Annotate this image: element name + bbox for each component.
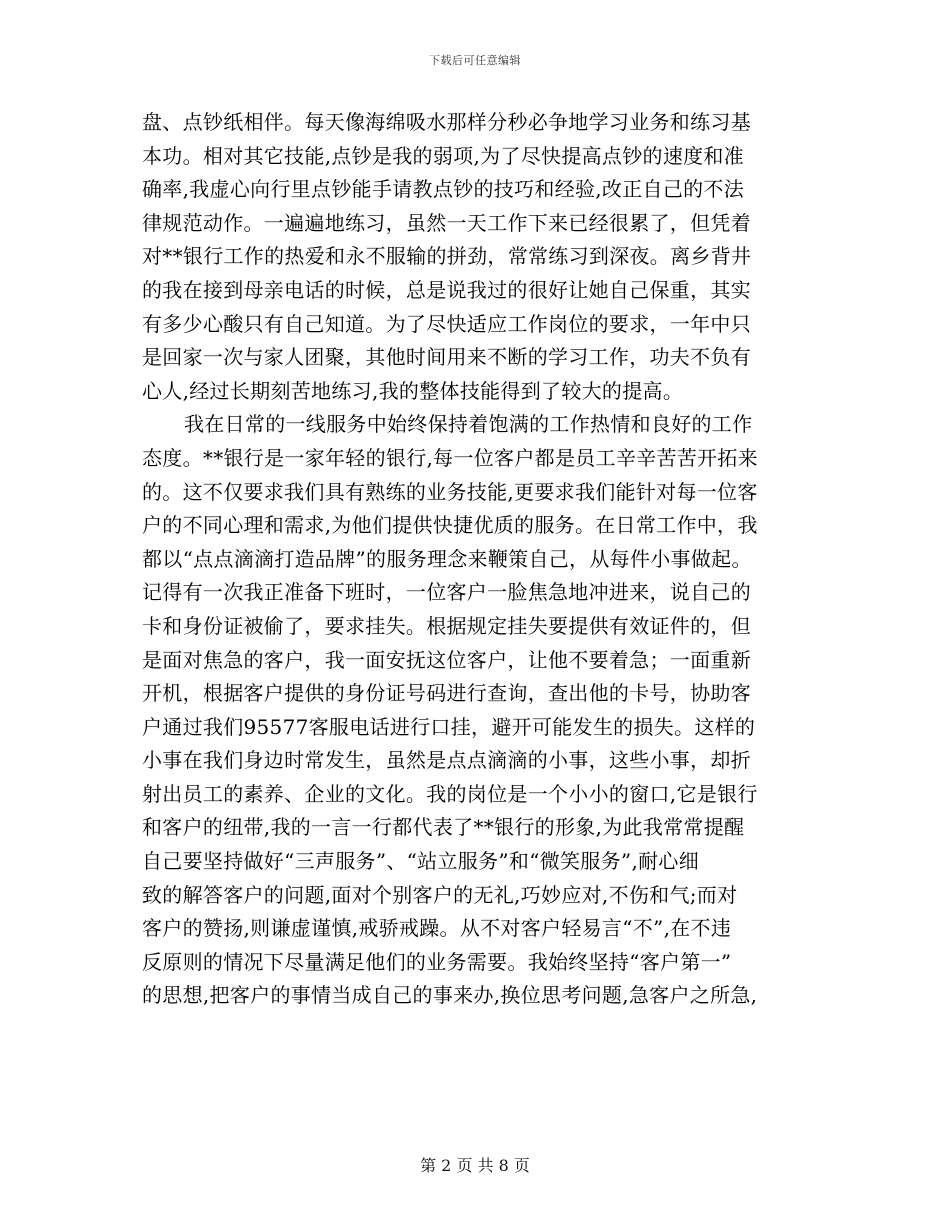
page-header: 下载后可任意编辑	[429, 54, 521, 67]
text-line: 开机，根据客户提供的身份证号码进行查询，查出他的卡号，协助客	[142, 681, 751, 706]
text-line: 是回家一次与家人团聚，其他时间用来不断的学习工作，功夫不负有	[142, 345, 751, 370]
text-line: 的。这不仅要求我们具有熟练的业务技能,更要求我们能针对每一位客	[142, 479, 758, 504]
text-line: 反原则的情况下尽量满足他们的业务需要。我始终坚持“客户第一”	[142, 949, 732, 974]
text-line: 的思想,把客户的事情当成自己的事来办,换位思考问题,急客户之所急,	[142, 983, 758, 1008]
text-line: 客户的赞扬,则谦虚谨慎,戒骄戒躁。从不对客户轻易言“不”,在不违	[142, 916, 732, 941]
text-line: 小事在我们身边时常发生，虽然是点点滴滴的小事，这些小事，却折	[142, 748, 751, 773]
text-line: 记得有一次我正准备下班时，一位客户一脸焦急地冲进来，说自己的	[142, 580, 751, 605]
text-line: 态度。**银行是一家年轻的银行,每一位客户都是员工辛辛苦苦开拓来	[142, 445, 758, 470]
paragraph-first-line: 我在日常的一线服务中始终保持着饱满的工作热情和良好的工作	[184, 412, 753, 437]
text-line: 确率,我虚心向行里点钞能手请教点钞的技巧和经验,改正自己的不法	[142, 177, 745, 202]
text-line: 户通过我们95577客服电话进行口挂，避开可能发生的损失。这样的	[142, 714, 756, 739]
text-line: 自己要坚持做好“三声服务”、“站立服务”和“微笑服务”,耐心细	[142, 849, 700, 874]
text-line: 本功。相对其它技能,点钞是我的弱项,为了尽快提高点钞的速度和准	[142, 143, 745, 168]
text-line: 是面对焦急的客户，我一面安抚这位客户，让他不要着急；一面重新	[142, 647, 751, 672]
text-line: 对**银行工作的热爱和永不服输的拼劲，常常练习到深夜。离乡背井	[142, 244, 752, 269]
text-line: 心人,经过长期刻苦地练习,我的整体技能得到了较大的提高。	[142, 378, 684, 403]
text-line: 律规范动作。一遍遍地练习，虽然一天工作下来已经很累了，但凭着	[142, 210, 751, 235]
text-line: 致的解答客户的问题,面对个别客户的无礼,巧妙应对,不伤和气;而对	[142, 882, 738, 907]
text-line: 都以“点点滴滴打造品牌”的服务理念来鞭策自己，从每件小事做起。	[142, 546, 752, 571]
document-body	[142, 106, 810, 1013]
page-number-footer: 第 2 页 共 8 页	[420, 1156, 530, 1175]
text-line: 射出员工的素养、企业的文化。我的岗位是一个小小的窗口,它是银行	[142, 781, 758, 806]
text-line: 有多少心酸只有自己知道。为了尽快适应工作岗位的要求，一年中只	[142, 311, 751, 336]
text-line: 的我在接到母亲电话的时候，总是说我过的很好让她自己保重，其实	[142, 277, 751, 302]
text-line: 卡和身份证被偷了，要求挂失。根据规定挂失要提供有效证件的，但	[142, 613, 751, 638]
text-line: 和客户的纽带,我的一言一行都代表了**银行的形象,为此我常常提醒	[142, 815, 745, 840]
text-line: 户的不同心理和需求,为他们提供快捷优质的服务。在日常工作中，我	[142, 513, 758, 538]
text-line: 盘、点钞纸相伴。每天像海绵吸水那样分秒必争地学习业务和练习基	[142, 110, 751, 134]
